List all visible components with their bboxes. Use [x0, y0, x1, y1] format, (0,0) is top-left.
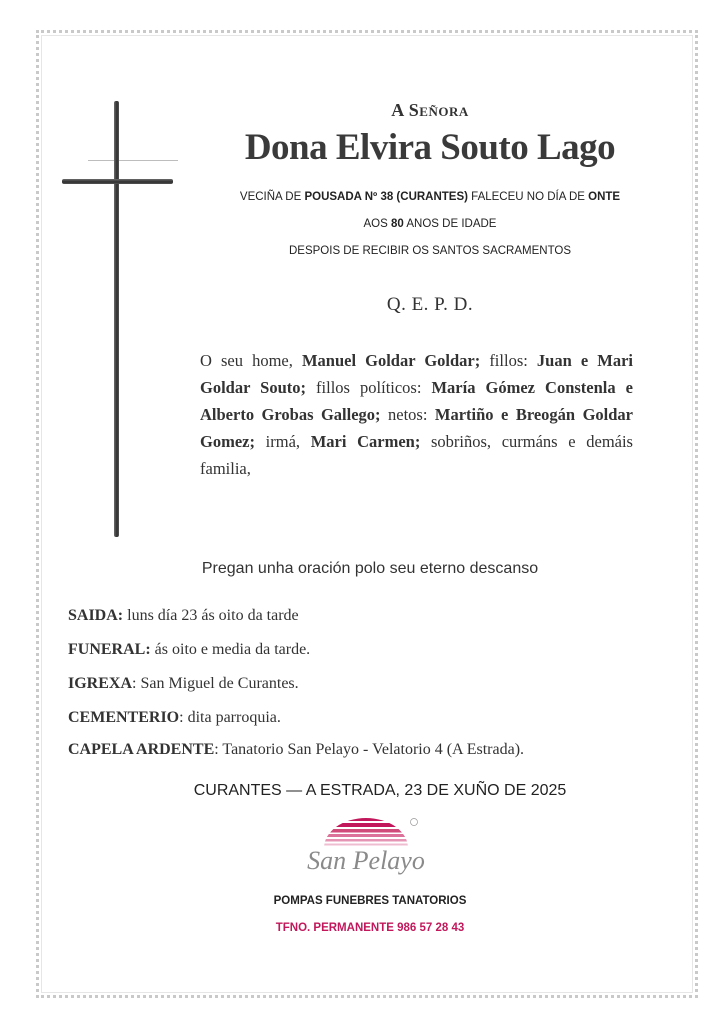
logo-text: San Pelayo: [307, 846, 425, 875]
san-pelayo-logo: [296, 814, 436, 884]
prayer-line: Pregan unha oración polo seu eterno descanso: [201, 560, 539, 577]
deceased-name: Dona Elvira Souto Lago: [244, 127, 616, 168]
logo-sun-stripes: [316, 816, 416, 846]
detail-igrexa: IGREXA: San Miguel de Curantes.: [68, 675, 299, 692]
info-line-residence: VECIÑA DE POUSADA Nº 38 (CURANTES) FALECEU NO DÍA DE ONTE: [239, 191, 621, 203]
cross-icon-bar: [62, 179, 173, 184]
place-date: CURANTES — A ESTRADA, 23 DE XUÑO DE 2025: [193, 782, 567, 799]
detail-capela-ardente: CAPELA ARDENTE: Tanatorio San Pelayo - Velatorio 4 (A Estrada).: [68, 741, 525, 758]
phone-number: TFNO. PERMANENTE 986 57 28 43: [275, 922, 465, 934]
company-tagline: POMPAS FUNEBRES TANATORIOS: [273, 895, 467, 907]
info-line-sacraments: DESPOIS DE RECIBIR OS SANTOS SACRAMENTOS: [288, 245, 572, 257]
detail-funeral: FUNERAL: ás oito e media da tarde.: [68, 641, 311, 658]
cross-icon: [114, 101, 119, 537]
detail-cementerio: CEMENTERIO: dita parroquia.: [68, 709, 281, 726]
qepd: Q. E. P. D.: [386, 294, 474, 315]
detail-saida: SAIDA: luns día 23 ás oito da tarde: [68, 607, 299, 624]
salutation: A Señora: [391, 100, 469, 120]
cross-guide-line: [88, 160, 178, 161]
info-line-age: AOS 80 ANOS DE IDADE: [363, 218, 497, 230]
family-paragraph: O seu home, Manuel Goldar Goldar; fillos: Juan e Mari Goldar Souto; fillos políticos: María Gómez Constenla e Alberto Grobas Gallego; netos: Martiño e Breogán Goldar Gomez; irmá, Mari Carmen; sobriños, curmáns e demáis familia,: [200, 351, 633, 478]
